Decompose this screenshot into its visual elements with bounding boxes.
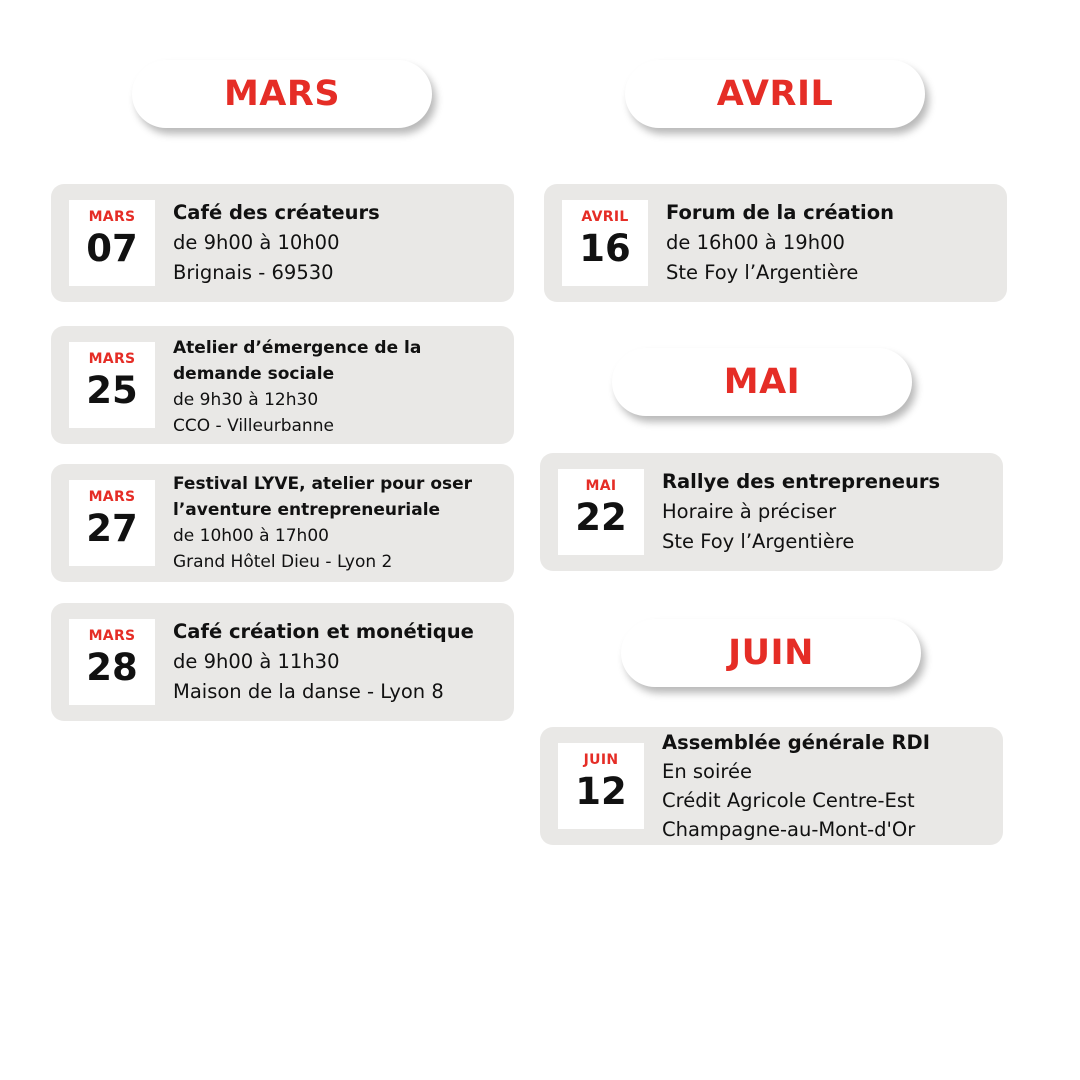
date-month: MARS xyxy=(88,209,136,225)
date-badge xyxy=(69,342,155,428)
date-month: MARS xyxy=(88,628,136,644)
date-month: AVRIL xyxy=(581,209,629,225)
event-card xyxy=(51,464,514,582)
event-location: CCO - Villeurbanne xyxy=(173,416,334,436)
event-title: Atelier d’émergence de la demande sociale xyxy=(173,338,422,384)
event-location: Maison de la danse - Lyon 8 xyxy=(173,680,444,703)
event-card xyxy=(540,727,1003,845)
event-title: Café des créateurs xyxy=(173,201,380,224)
date-badge xyxy=(69,480,155,566)
date-day: 27 xyxy=(86,507,138,550)
event-info xyxy=(662,467,989,557)
date-month: MAI xyxy=(585,478,617,494)
event-time: En soirée xyxy=(662,760,752,783)
date-badge xyxy=(562,200,648,286)
event-card xyxy=(51,603,514,721)
event-card xyxy=(51,326,514,444)
event-info xyxy=(662,728,989,844)
date-day: 07 xyxy=(86,227,138,270)
date-day: 28 xyxy=(86,646,138,689)
event-card xyxy=(51,184,514,302)
event-location: Crédit Agricole Centre-Est xyxy=(662,789,915,812)
event-time: de 16h00 à 19h00 xyxy=(666,231,845,254)
event-location: Brignais - 69530 xyxy=(173,261,334,284)
event-title: Rallye des entrepreneurs xyxy=(662,470,941,493)
event-time: de 9h00 à 11h30 xyxy=(173,650,340,673)
month-header-label: AVRIL xyxy=(716,74,834,114)
event-info xyxy=(173,335,474,439)
date-badge xyxy=(558,743,644,829)
month-header-mai xyxy=(612,348,912,416)
month-header-mars xyxy=(132,60,432,128)
date-month: JUIN xyxy=(583,752,619,768)
event-time: Horaire à préciser xyxy=(662,500,837,523)
event-info xyxy=(173,617,500,707)
date-badge xyxy=(558,469,644,555)
event-title: Forum de la création xyxy=(666,201,894,224)
event-info xyxy=(666,198,993,288)
date-day: 12 xyxy=(575,770,627,813)
event-title: Festival LYVE, atelier pour oser l’aventure entrepreneuriale xyxy=(173,474,473,520)
event-card xyxy=(544,184,1007,302)
event-time: de 9h30 à 12h30 xyxy=(173,390,319,410)
date-badge xyxy=(69,619,155,705)
month-header-label: MARS xyxy=(223,74,341,114)
event-time: de 10h00 à 17h00 xyxy=(173,526,329,546)
month-header-juin xyxy=(621,619,921,687)
date-day: 16 xyxy=(579,227,631,270)
date-day: 22 xyxy=(575,496,627,539)
event-location: Ste Foy l’Argentière xyxy=(662,530,855,553)
date-badge xyxy=(69,200,155,286)
month-header-avril xyxy=(625,60,925,128)
date-day: 25 xyxy=(86,369,138,412)
event-title: Café création et monétique xyxy=(173,620,474,643)
month-header-label: JUIN xyxy=(728,633,814,673)
date-month: MARS xyxy=(88,489,136,505)
event-location: Ste Foy l’Argentière xyxy=(666,261,859,284)
date-month: MARS xyxy=(88,351,136,367)
event-info xyxy=(173,471,504,575)
month-header-label: MAI xyxy=(723,362,801,402)
event-info xyxy=(173,198,500,288)
event-location-city: Champagne-au-Mont-d'Or xyxy=(662,818,916,841)
event-card xyxy=(540,453,1003,571)
event-location: Grand Hôtel Dieu - Lyon 2 xyxy=(173,552,393,572)
event-title: Assemblée générale RDI xyxy=(662,731,930,754)
event-time: de 9h00 à 10h00 xyxy=(173,231,340,254)
